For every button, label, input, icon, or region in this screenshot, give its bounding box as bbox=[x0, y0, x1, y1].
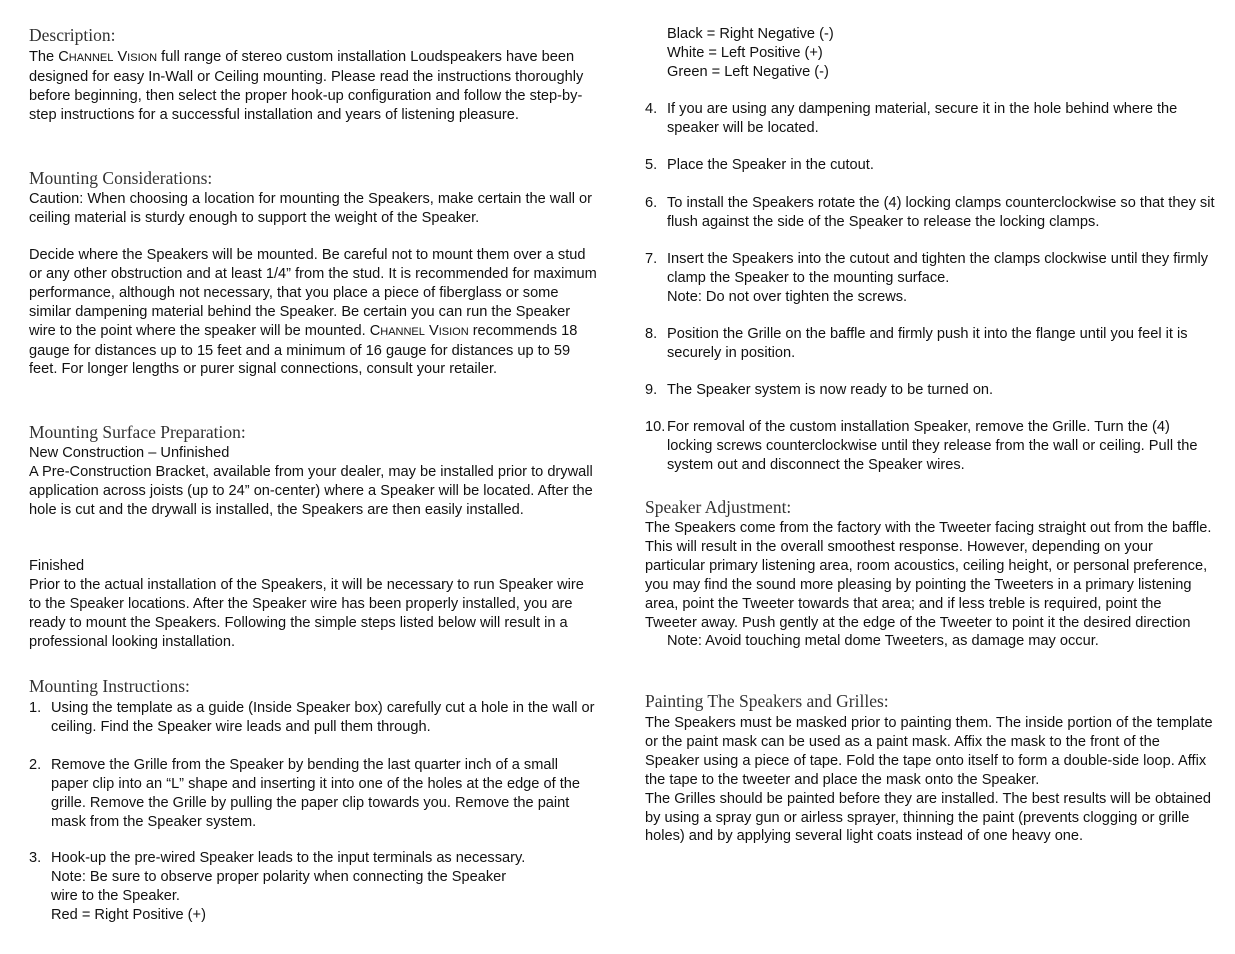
step-3 bbox=[29, 849, 599, 925]
brand-initial-v: V bbox=[428, 322, 439, 339]
caution-paragraph: Caution: When choosing a location for mounting the Speakers, make certain the wall or ceiling material is sturdy enough to support the weight of the Speaker. bbox=[29, 191, 592, 226]
speaker-adjustment-note: Note: Avoid touching metal dome Tweeters, as damage may occur. bbox=[667, 633, 1099, 650]
brand-initial-v: V bbox=[117, 49, 128, 65]
step-text: Position the Grille on the baffle and firmly push it into the flange until you feel it is securely in position. bbox=[667, 326, 1188, 361]
wire-green: Green = Left Negative (-) bbox=[667, 63, 829, 80]
caution-paragraph-wrap bbox=[29, 190, 599, 228]
new-construction-block bbox=[29, 444, 599, 520]
description-text-end: full range of stereo custom installation Loudspeakers have been designed for easy In-Wall or Ceiling mounting. Please read the instructions thoroughly before beginning, then select the proper hook-up configuration and follow the step-by-step instructions for a successful installation and years of listening pleasure. bbox=[29, 49, 584, 123]
brand-rest-ision: ISION bbox=[127, 52, 158, 64]
step-number: 1. bbox=[29, 700, 42, 716]
decide-text-end: recommends 18 gauge for distances up to 15 feet and a minimum of 16 gauge for distances up to 59 feet. For longer lengths or purer signal connections, consult your retailer. bbox=[29, 322, 578, 378]
finished-title: Finished bbox=[29, 558, 85, 574]
new-construction-title: New Construction – Unfinished bbox=[29, 445, 230, 461]
wire-color-list bbox=[645, 25, 1215, 82]
wire-black: Black = Right Negative (-) bbox=[667, 26, 834, 42]
step-number: 2. bbox=[29, 757, 42, 773]
step-5 bbox=[645, 156, 1215, 175]
new-construction-text: A Pre-Construction Bracket, available from your dealer, may be installed prior to drywall application across joists (up to 24” on-center) where a Speaker will be located. After the hole is cut and the drywall is installed, the Speakers are then easily installed. bbox=[29, 463, 593, 518]
step-text bbox=[667, 250, 1215, 307]
step-text: Place the Speaker in the cutout. bbox=[667, 157, 874, 173]
step-3-line-1: Hook-up the pre-wired Speaker leads to the input terminals as necessary. bbox=[51, 850, 526, 866]
decide-paragraph-wrap bbox=[29, 246, 599, 379]
description-text-start: The bbox=[29, 49, 59, 65]
step-text: If you are using any dampening material, secure it in the hole behind where the speaker will be located. bbox=[667, 101, 1178, 136]
step-text: For removal of the custom installation Speaker, remove the Grille. Turn the (4) locking screws counterclockwise until they release from the wall or ceiling. Pull the system out and disconnect the Speaker wires. bbox=[667, 419, 1198, 473]
step-text: Remove the Grille from the Speaker by bending the last quarter inch of a small paper clip into an “L” shape and inserting it into one of the holes at the edge of the grille. Remove the Grille by pulling the paper clip towards you. Remove the paint mask from the Speaker system. bbox=[51, 757, 580, 830]
brand-name bbox=[58, 49, 157, 65]
painting-block bbox=[645, 714, 1215, 846]
painting-paragraph-1: The Speakers must be masked prior to painting them. The inside portion of the template or the paint mask can be used as a paint mask. Affix the mask to the front of the Speaker using a piece of tape. Fold the tape onto itself to form a double-side loop. Affix the tape to the tweeter and place the mask onto the Speaker. bbox=[645, 715, 1213, 788]
step-8 bbox=[645, 325, 1215, 363]
speaker-adjustment-block bbox=[645, 519, 1215, 651]
description-heading: Description: bbox=[29, 25, 116, 45]
finished-block bbox=[29, 557, 599, 652]
step-number: 3. bbox=[29, 850, 42, 866]
step-9 bbox=[645, 381, 1215, 400]
step-7 bbox=[645, 250, 1215, 307]
step-number: 5. bbox=[645, 157, 658, 173]
surface-preparation-heading: Mounting Surface Preparation: bbox=[29, 422, 246, 442]
step-text: Using the template as a guide (Inside Speaker box) carefully cut a hole in the wall or ceiling. Find the Speaker wire leads and pull them through. bbox=[51, 700, 595, 735]
brand-rest-hannel: HANNEL bbox=[380, 325, 425, 338]
step-number: 4. bbox=[645, 101, 658, 117]
decide-paragraph bbox=[29, 246, 599, 379]
step-6 bbox=[645, 194, 1215, 232]
speaker-adjustment-text: The Speakers come from the factory with the Tweeter facing straight out from the baffle. This will result in the overall smoothest response. However, depending on your particular primary listening area, room acoustics, ceiling height, or personal preference, you may find the sound more pleasing by pointing the Tweeters in a primary listening area, point the Tweeter towards that area; and if less treble is required, point the Tweeter away. Push gently at the edge of the Tweeter to point it the desired direction bbox=[645, 520, 1212, 631]
step-2 bbox=[29, 756, 599, 832]
step-text bbox=[51, 849, 599, 925]
brand-rest-ision: ISION bbox=[438, 325, 469, 338]
step-number: 10. bbox=[645, 419, 666, 435]
step-text: The Speaker system is now ready to be turned on. bbox=[667, 382, 994, 398]
step-number: 6. bbox=[645, 195, 658, 211]
step-7-note: Note: Do not over tighten the screws. bbox=[667, 288, 908, 305]
finished-text: Prior to the actual installation of the Speakers, it will be necessary to run Speaker wire to the Speaker locations. After the Speaker wire has been properly installed, you are ready to mount the Speakers. Following the simple steps listed below will result in a professional looking installation. bbox=[29, 576, 584, 650]
step-10 bbox=[645, 418, 1215, 475]
wire-white: White = Left Positive (+) bbox=[667, 44, 823, 61]
step-number: 8. bbox=[645, 326, 658, 342]
brand-initial-c: C bbox=[58, 49, 69, 65]
description-paragraph bbox=[29, 48, 599, 125]
step-number: 7. bbox=[645, 251, 658, 267]
step-text: To install the Speakers rotate the (4) locking clamps counterclockwise so that they sit flush against the side of the Speaker to release the locking clamps. bbox=[667, 195, 1215, 230]
step-4 bbox=[645, 100, 1215, 138]
decide-text-start: Decide where the Speakers will be mounted. Be careful not to mount them over a stud or any other obstruction and at least 1/4” from the stud. It is recommended for maximum performance, although not necessary, that you place a piece of fiberglass or some similar dampening material behind the Speaker. Be certain you can run the Speaker wire to the point where the speaker will be mounted. bbox=[29, 247, 597, 339]
step-3-line-3: wire to the Speaker. bbox=[51, 887, 180, 904]
wire-red: Red = Right Positive (+) bbox=[51, 906, 206, 923]
painting-paragraph-2: The Grilles should be painted before they are installed. The best results will be obtained by using a spray gun or airless sprayer, thinning the paint (prevents clogging or grille holes) and by applying several light coats instead of one heavy one. bbox=[645, 790, 1211, 845]
description-section bbox=[29, 48, 599, 125]
brand-rest-hannel: HANNEL bbox=[68, 52, 114, 64]
step-number: 9. bbox=[645, 382, 658, 398]
brand-initial-c: C bbox=[369, 322, 381, 339]
step-7-text: Insert the Speakers into the cutout and tighten the clamps clockwise until they firmly clamp the Speaker to the mounting surface. bbox=[667, 251, 1209, 286]
brand-name-2 bbox=[370, 323, 469, 339]
step-3-line-2: Note: Be sure to observe proper polarity when connecting the Speaker bbox=[51, 868, 507, 885]
mounting-considerations-heading: Mounting Considerations: bbox=[29, 168, 213, 188]
mounting-instructions-heading: Mounting Instructions: bbox=[29, 676, 190, 696]
step-1 bbox=[29, 699, 599, 737]
speaker-adjustment-heading: Speaker Adjustment: bbox=[645, 497, 792, 517]
painting-heading: Painting The Speakers and Grilles: bbox=[645, 691, 889, 711]
